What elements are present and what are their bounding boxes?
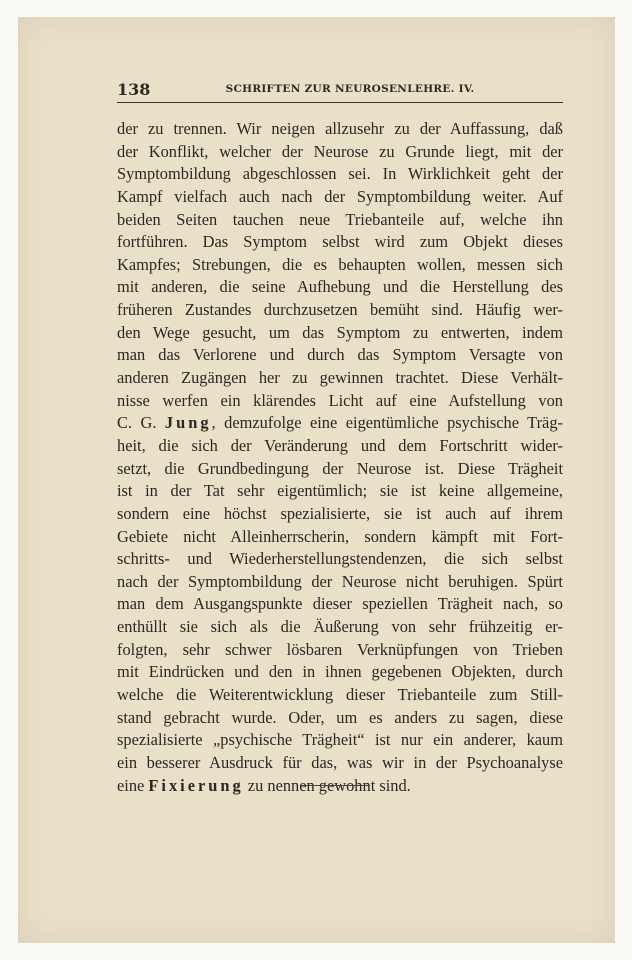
text-line: man das Verlorene und durch das Symptom Versagte von (117, 345, 563, 365)
text-line: schritts- und Wiederherstellungstendenzen, die sich selbst (117, 549, 563, 569)
text-line: anderen Zugängen her zu gewinnen trachtet. Diese Verhält- (117, 368, 563, 388)
text-line: Kampf vielfach auch nach der Symptombildung weiter. Auf (117, 186, 563, 206)
text-line: heit, die sich der Veränderung und dem Fortschritt wider- (117, 435, 563, 455)
text-line: ein besserer Ausdruck für das, was wir in der Psychoanalyse (117, 752, 563, 772)
text-line: fortführen. Das Symptom selbst wird zum Objekt dieses (117, 232, 563, 252)
text-line: sondern eine höchst spezialisierte, sie ist auch auf ihrem (117, 503, 563, 523)
text-line: stand gebracht wurde. Oder, um es anders zu sagen, diese (117, 707, 563, 727)
text-line: enthüllt sie sich als die Äußerung von sehr frühzeitig er- (117, 617, 563, 637)
text-span: eine (117, 775, 149, 795)
text-line: welche die Weiterentwicklung dieser Triebanteile zum Still- (117, 685, 563, 705)
text-line: den Wege gesucht, um das Symptom zu entwerten, indem (117, 322, 563, 342)
text-line: man dem Ausgangspunkte dieser speziellen Trägheit nach, so (117, 594, 563, 614)
text-line: setzt, die Grundbedingung der Neurose ist. Diese Trägheit (117, 458, 563, 478)
running-title: SCHRIFTEN ZUR NEUROSENLEHRE. IV. (225, 83, 475, 95)
text-line: der Konflikt, welcher der Neurose zu Grunde liegt, mit der (117, 141, 563, 161)
body-text (117, 118, 563, 797)
text-span: zu nennen gewohnt sind. (243, 775, 411, 795)
text-line: folgten, sehr schwer lösbaren Verknüpfungen von Trieben (117, 639, 563, 659)
text-line: Gebiete nicht Alleinherrscherin, sondern kämpft mit Fort- (117, 526, 563, 546)
text-line: nisse werfen ein klärendes Licht auf eine Aufstellung von (117, 390, 563, 410)
text-line: beiden Seiten tauchen neue Triebanteile auf, welche ihn (117, 209, 563, 229)
text-line: Symptombildung abgeschlossen sei. In Wirklichkeit geht der (117, 164, 563, 184)
text-line: ist in der Tat sehr eigentümlich; sie ist keine allgemeine, (117, 481, 563, 501)
text-line: mit Eindrücken und den in ihnen gegebenen Objekten, durch (117, 662, 563, 682)
text-line: Kampfes; Strebungen, die es behaupten wollen, messen sich (117, 254, 563, 274)
running-header (117, 80, 563, 103)
spaced-name: Jung (164, 413, 212, 433)
text-span: C. G. (117, 413, 165, 433)
text-line: nach der Symptombildung der Neurose nicht beruhigen. Spürt (117, 571, 563, 591)
section-end-rule (300, 785, 370, 786)
text-line: mit anderen, die seine Aufhebung und die Herstellung des (117, 277, 563, 297)
text-line: früheren Zustandes durchzusetzen bemüht sind. Häufig wer- (117, 300, 563, 320)
text-span: , demzufolge eine eigentümliche psychische Träg- (211, 413, 563, 433)
spaced-term: Fixierung (148, 775, 244, 795)
text-line: der zu trennen. Wir neigen allzusehr zu der Auffassung, daß (117, 119, 563, 138)
text-line: spezialisierte „psychische Trägheit“ ist nur ein anderer, kaum (117, 730, 563, 750)
text-line (117, 412, 563, 435)
page-number: 138 (117, 80, 151, 99)
